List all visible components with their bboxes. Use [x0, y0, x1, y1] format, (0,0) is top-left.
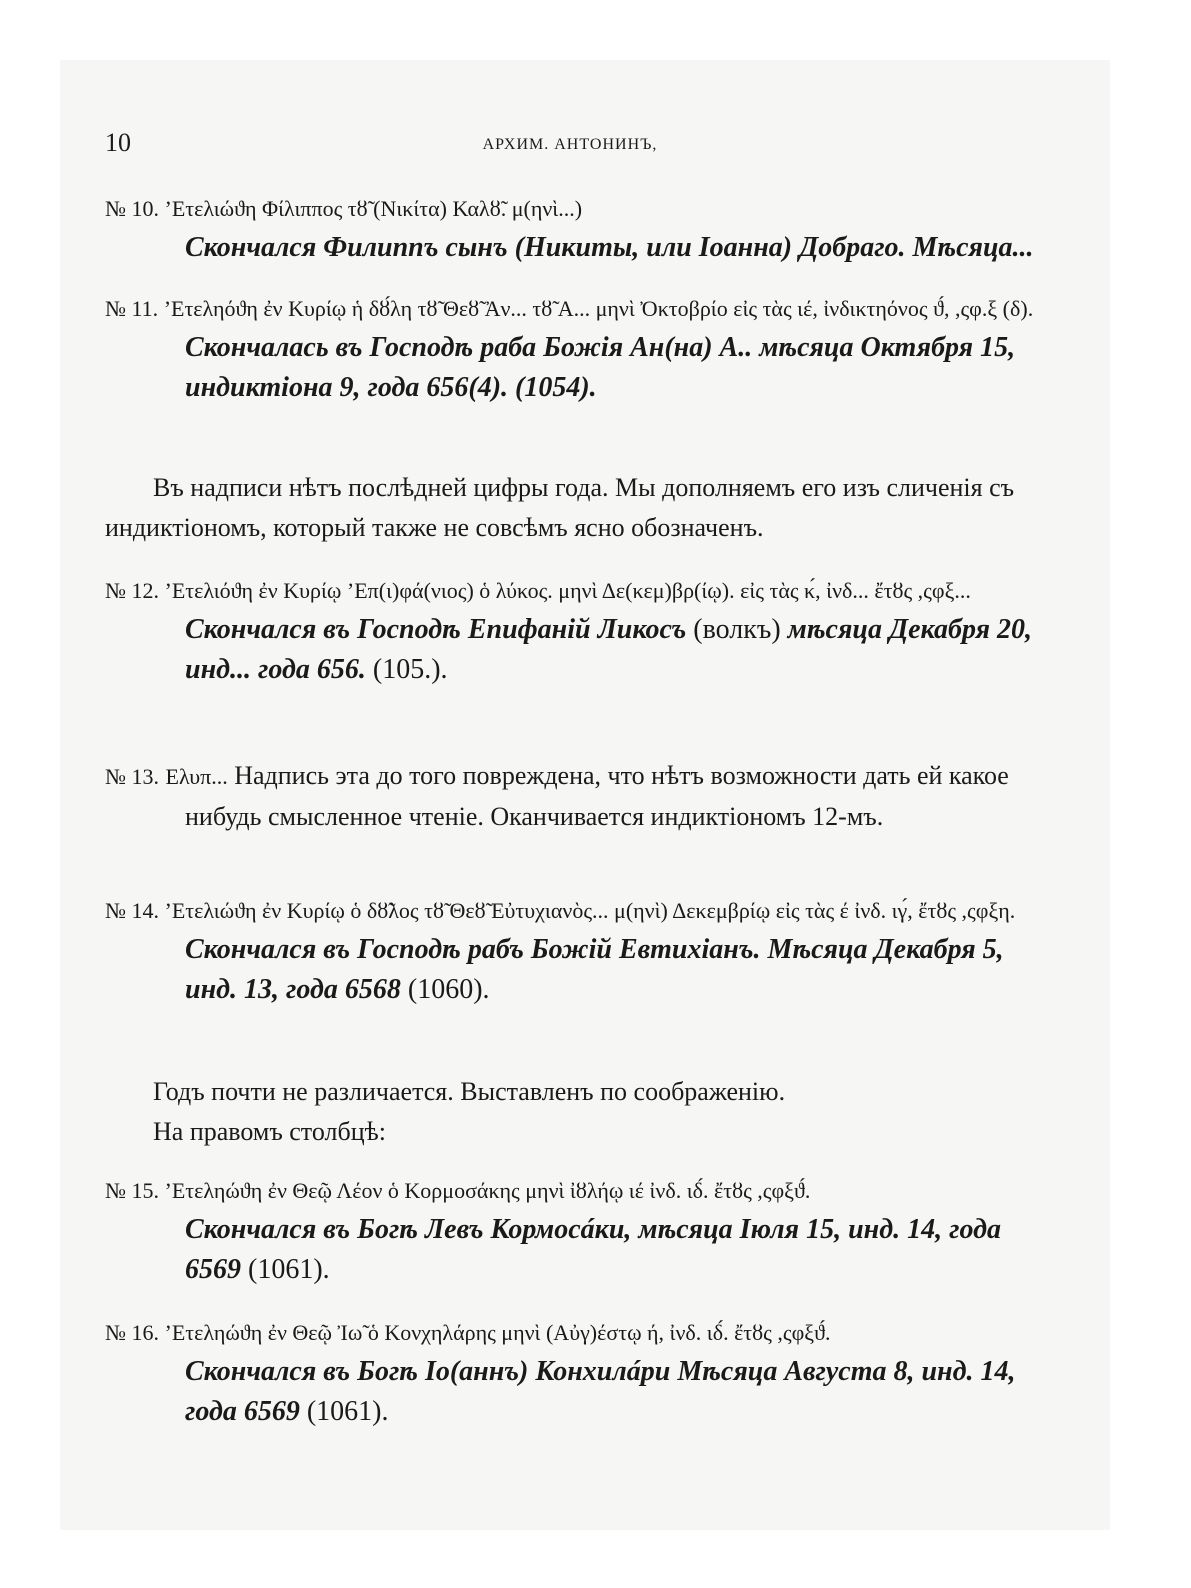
commentary-paragraph — [105, 1072, 1040, 1152]
inscription-entry-14 — [105, 892, 1040, 1010]
commentary-paragraph — [105, 468, 1040, 548]
russian-translation: Скончался въ Богѣ Левъ Кормосáки, мѣсяца Іюля 15, инд. 14, года 6569 (1061). — [185, 1214, 1001, 1285]
commentary-text: На правомъ столбцѣ: — [153, 1117, 386, 1146]
inscription-entry-13 — [105, 756, 1040, 837]
russian-translation: Скончался въ Господѣ Епифаній Ликосъ (волкъ) мѣсяца Декабря 20, инд... года 656. (105.). — [185, 614, 1033, 685]
greek-inscription: ’Ετεληόϑη ἐν Κυρίῳ ἡ δȣ́λη τȣ̃ Θεȣ̃ Ἀν... τȣ̃ Α... μηνὶ Ὀκτοβρίο εἰς τὰς ιέ, ἰνδικτηόνος ϑ́, ,ςφ.ξ (δ). — [163, 296, 1034, 321]
greek-inscription: ’Ετελιώϑη Φίλιππος τȣ̃ (Νικίτα) Καλȣ̃. μ(ηνὶ...) — [164, 196, 583, 221]
inscription-entry-16 — [105, 1314, 1040, 1432]
page-header — [105, 128, 1035, 168]
entry-number: № 12. — [105, 578, 159, 603]
entry-number: № 16. — [105, 1320, 159, 1345]
greek-inscription: ’Ετελιόϑη ἐν Κυρίῳ ’Επ(ι)φά(νιος) ὁ λύκος. μηνὶ Δε(κεμ)βρ(ίῳ). εἰς τὰς κ́, ἰνδ... ἔτȣς ,ςφξ... — [164, 578, 971, 603]
greek-inscription: ’Ετελιώϑη ἐν Κυρίῳ ὁ δȣ̃λος τȣ̃ Θεȣ̃ Εὐτυχιανὸς... μ(ηνὶ) Δεκεμβρίῳ εἰς τὰς έ ἰνδ. ιγ́, ἔτȣς ,ςφξη. — [164, 898, 1016, 923]
inscription-entry-12 — [105, 572, 1040, 690]
entry-number: № 14. — [105, 898, 159, 923]
greek-inscription: ’Ετεληώϑη ἐν Θεῷ Ἰω̃ ὁ Κονχηλάρης μηνὶ (Αὐγ)έστῳ ή, ἰνδ. ιδ́. ἔτȣς ,ςφξϑ́. — [164, 1320, 831, 1345]
inscription-entry-10 — [105, 190, 1040, 268]
page-number: 10 — [105, 128, 131, 157]
inscription-entry-11 — [105, 290, 1040, 408]
greek-inscription: Ελυπ... — [165, 764, 228, 789]
inscription-entry-15 — [105, 1172, 1040, 1290]
entry-number: № 10. — [105, 196, 159, 221]
running-head: АРХИМ. АНТОНИНЪ, — [482, 136, 658, 153]
entry-number: № 15. — [105, 1178, 159, 1203]
entry-number: № 13. — [105, 764, 159, 789]
entry-body: Надпись эта до того повреждена, что нѣтъ возможности дать ей какое нибудь смысленное чтеніе. Оканчивается индиктіономъ 12-мъ. — [185, 761, 1009, 831]
commentary-text: Годъ почти не различается. Выставленъ по соображенію. — [153, 1077, 786, 1106]
greek-inscription: ’Ετεληώϑη ἐν Θεῷ Λέον ὁ Κορμοσάκης μηνὶ ἰȣλήῳ ιέ ἰνδ. ιδ́. ἔτȣς ,ςφξϑ́. — [164, 1178, 811, 1203]
russian-translation: Скончался въ Богѣ Іо(аннъ) Конхилáри Мѣсяца Августа 8, инд. 14, года 6569 (1061). — [185, 1356, 1016, 1427]
commentary-text: Въ надписи нѣтъ послѣдней цифры года. Мы дополняемъ его изъ сличенія съ индиктіономъ, который также не совсѣмъ ясно обозначенъ. — [105, 473, 1015, 542]
russian-translation: Скончался Филиппъ сынъ (Никиты, или Іоанна) Добраго. Мѣсяца... — [185, 232, 1034, 263]
russian-translation: Скончался въ Господѣ рабъ Божій Евтихіанъ. Мѣсяца Декабря 5, инд. 13, года 6568 (1060). — [185, 934, 1004, 1005]
entry-number: № 11. — [105, 296, 159, 321]
russian-translation: Скончалась въ Господѣ раба Божія Ан(на) А.. мѣсяца Октября 15, индиктіона 9, года 656(4). (1054). — [185, 332, 1016, 403]
